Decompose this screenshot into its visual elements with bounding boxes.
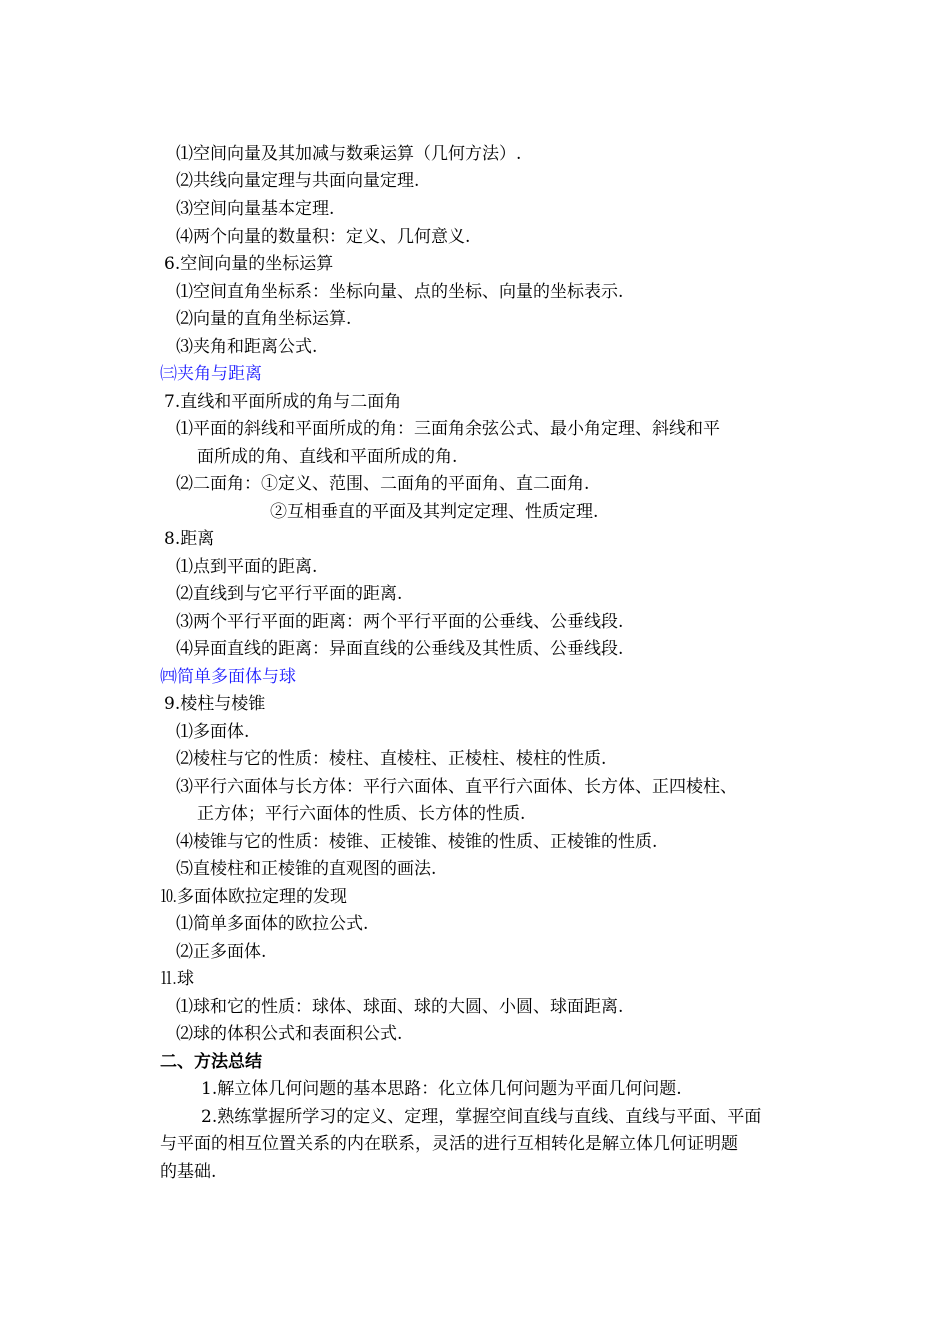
method-2-line-3: 的基础.	[160, 1162, 217, 1182]
method-2-line-1: 2.熟练掌握所学习的定义、定理，掌握空间直线与直线、直线与平面、平面	[201, 1107, 762, 1127]
s11-title: ⒒球	[160, 969, 194, 989]
s8-item-4: ⑷异面直线的距离：异面直线的公垂线及其性质、公垂线段.	[176, 639, 624, 659]
part-two-heading: 二、方法总结	[160, 1052, 262, 1072]
s8-item-3: ⑶两个平行平面的距离：两个平行平面的公垂线、公垂线段.	[176, 612, 624, 632]
s7-item-1-line-1: ⑴平面的斜线和平面所成的角：三面角余弦公式、最小角定理、斜线和平	[176, 419, 720, 439]
s6-item-2: ⑵向量的直角坐标运算.	[176, 309, 352, 329]
s7-title: 7.直线和平面所成的角与二面角	[164, 392, 402, 412]
s11-item-1: ⑴球和它的性质：球体、球面、球的大圆、小圆、球面距离.	[176, 997, 624, 1017]
s10-title: ⒑多面体欧拉定理的发现	[160, 887, 347, 907]
s10-item-2: ⑵正多面体.	[176, 942, 267, 962]
method-1: 1.解立体几何问题的基本思路：化立体几何问题为平面几何问题.	[201, 1079, 682, 1099]
s10-item-1: ⑴简单多面体的欧拉公式.	[176, 914, 369, 934]
s5-item-2: ⑵共线向量定理与共面向量定理.	[176, 171, 420, 191]
s7-item-2-line-2: ②互相垂直的平面及其判定定理、性质定理.	[270, 502, 599, 522]
s9-item-2: ⑵棱柱与它的性质：棱柱、直棱柱、正棱柱、棱柱的性质.	[176, 749, 607, 769]
part4-heading: ㈣简单多面体与球	[160, 667, 296, 687]
s6-title: 6.空间向量的坐标运算	[164, 254, 334, 274]
part3-heading: ㈢夹角与距离	[160, 364, 262, 384]
method-2-line-2: 与平面的相互位置关系的内在联系，灵活的进行互相转化是解立体几何证明题	[160, 1134, 738, 1154]
s9-item-3-line-2: 正方体；平行六面体的性质、长方体的性质.	[197, 804, 526, 824]
s11-item-2: ⑵球的体积公式和表面积公式.	[176, 1024, 403, 1044]
s7-item-1-line-2: 面所成的角、直线和平面所成的角.	[197, 447, 458, 467]
s6-item-3: ⑶夹角和距离公式.	[176, 337, 318, 357]
s8-title: 8.距离	[164, 529, 215, 549]
s9-item-5: ⑸直棱柱和正棱锥的直观图的画法.	[176, 859, 437, 879]
s7-item-2-line-1: ⑵二面角：①定义、范围、二面角的平面角、直二面角.	[176, 474, 590, 494]
s5-item-3: ⑶空间向量基本定理.	[176, 199, 335, 219]
s6-item-1: ⑴空间直角坐标系：坐标向量、点的坐标、向量的坐标表示.	[176, 282, 624, 302]
s5-item-1: ⑴空间向量及其加减与数乘运算（几何方法）.	[176, 144, 522, 164]
s5-item-4: ⑷两个向量的数量积：定义、几何意义.	[176, 227, 471, 247]
s9-item-1: ⑴多面体.	[176, 722, 250, 742]
s8-item-2: ⑵直线到与它平行平面的距离.	[176, 584, 403, 604]
s9-title: 9.棱柱与棱锥	[164, 694, 266, 714]
s9-item-3-line-1: ⑶平行六面体与长方体：平行六面体、直平行六面体、长方体、正四棱柱、	[176, 777, 737, 797]
s9-item-4: ⑷棱锥与它的性质：棱锥、正棱锥、棱锥的性质、正棱锥的性质.	[176, 832, 658, 852]
s8-item-1: ⑴点到平面的距离.	[176, 557, 318, 577]
